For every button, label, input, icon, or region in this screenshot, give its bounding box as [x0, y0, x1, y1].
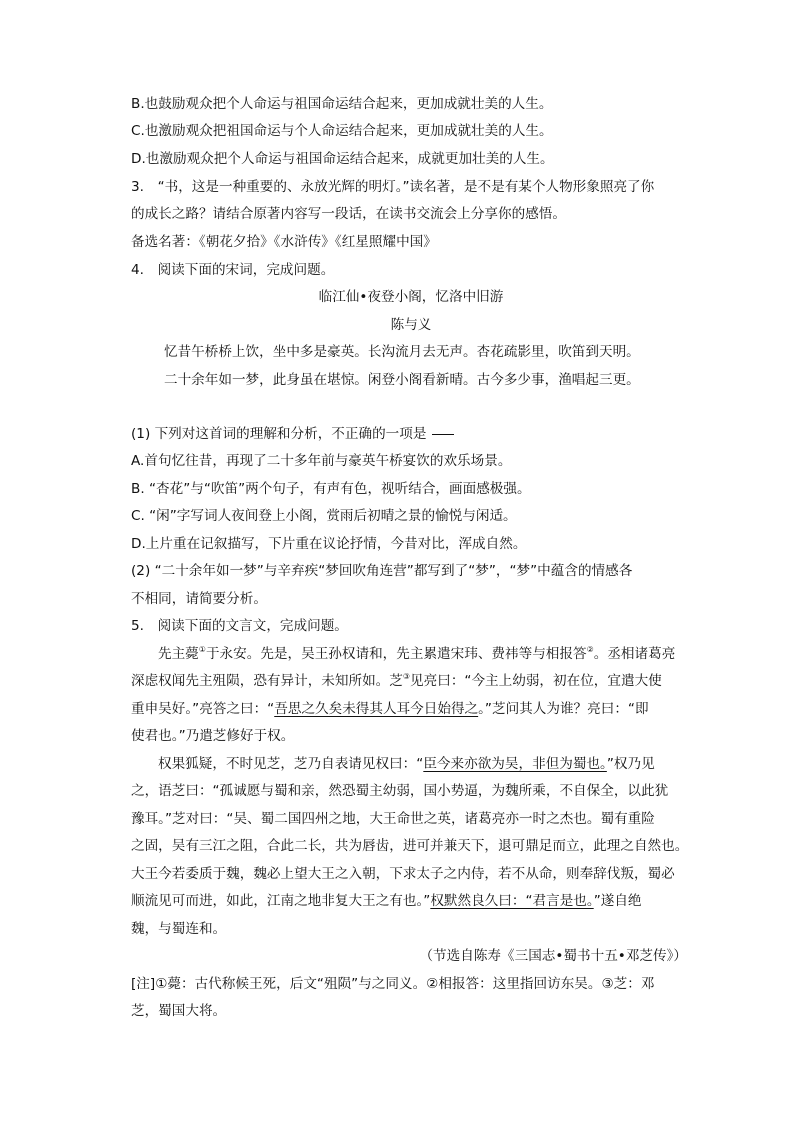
question-3-line1: 3. “书，这是一种重要的、永放光辉的明灯。”读名著，是不是有某个人物形象照亮了你: [131, 179, 655, 195]
text-run: 于永安。先是，吴王孙权请和，先主累遣宋玮、费祎等与相报答: [205, 646, 587, 662]
passage-p1-line1: [158, 641, 691, 667]
text-run: 。丞相诸葛亮: [593, 646, 676, 662]
passage-p2-line3: 豫耳。”芝对曰：“吴、蜀二国四州之地，大王命世之英，诸葛亮亦一时之杰也。蜀有重险: [131, 811, 655, 827]
sub1-option-d: D.上片重在记叙描写，下片重在议论抒情，今昔对比，浑成自然。: [131, 536, 527, 552]
text-run: 权果狐疑，不时见芝，芝乃自表请见权曰：“: [158, 756, 424, 772]
underlined-sentence-3: 权默然良久曰：“君言是也。: [430, 893, 594, 909]
passage-p2-line7: 魏，与蜀连和。: [131, 921, 227, 937]
sub-question-2-line1: (2) “二十余年如一梦”与辛弃疾“梦回吹角连营”都写到了“梦”，“梦”中蕴含的情感各: [131, 563, 633, 579]
sub-question-1: [131, 421, 691, 447]
footnote-mark-1: ①: [198, 645, 206, 654]
passage-source: （节选自陈寿《三国志•蜀书十五•邓芝传》）: [419, 948, 687, 964]
notes-line1: [注]①薨：古代称候王死，后文“殂陨”与之同义。②相报答：这里指回访东吴。③芝：邓: [131, 976, 655, 992]
option-d: D.也激励观众把个人命运与祖国命运结合起来，成就更加壮美的人生。: [131, 151, 554, 167]
sub1-option-a: A.首句忆往昔，再现了二十多年前与豪英午桥宴饮的欢乐场景。: [131, 453, 512, 469]
sub-question-2-line2: 不相同，请简要分析。: [131, 591, 267, 607]
sub1-option-c: C. “闲”字写词人夜间登上小阁，赏雨后初晴之景的愉悦与闲适。: [131, 508, 517, 524]
sub-question-1-text: (1) 下列对这首词的理解和分析，不正确的一项是: [131, 426, 427, 442]
text-run: 先主薨: [158, 646, 199, 662]
passage-p1-line4: 使君也。”乃遣芝修好于权。: [131, 728, 295, 744]
text-run: ”遂自绝: [593, 893, 642, 909]
passage-p2-line1: [158, 751, 691, 777]
passage-p1-line2: [131, 668, 691, 694]
passage-p1-line3: 重申吴好。”亮答之曰：“吾思之久矣未得其人耳今日始得之。”芝问其人为谁？亮曰：“即: [131, 701, 649, 717]
poem-line-2: 二十余年如一梦，此身虽在堪惊。闲登小阁看新晴。古今多少事，渔唱起三更。: [164, 372, 640, 388]
answer-blank[interactable]: [432, 433, 454, 435]
question-5-intro: 5. 阅读下面的文言文，完成问题。: [131, 618, 348, 634]
sub1-option-b: B. “杏花”与“吹笛”两个句子，有声有色，视听结合，画面感极强。: [131, 481, 531, 497]
question-3-books: 备选名著：《朝花夕拾》《水浒传》《红星照耀中国》: [131, 234, 437, 250]
passage-p2-line2: 之，语芝曰：“孤诚愿与蜀和亲，然恐蜀主幼弱，国小势逼，为魏所乘，不自保全，以此犹: [131, 783, 669, 799]
option-b: B.也鼓励观众把个人命运与祖国命运结合起来，更加成就壮美的人生。: [131, 96, 553, 112]
underlined-sentence-1: 吾思之久矣未得其人耳今日始得之: [274, 701, 479, 717]
passage-p2-line6: [131, 888, 691, 914]
poem-author: 陈与义: [390, 317, 432, 333]
passage-p2-line4: 之固，吴有三江之阻，合此二长，共为唇齿，进可并兼天下，退可鼎足而立，此理之自然也。: [131, 838, 689, 854]
footnote-mark-3: ③: [402, 672, 411, 681]
text-run: 顺流见可而进，如此，江南之地非复大王之有也。”: [131, 893, 431, 909]
poem-title: 临江仙•夜登小阁，忆洛中旧游: [318, 289, 504, 305]
option-c: C.也激励观众把祖国命运与个人命运结合起来，更加成就壮美的人生。: [131, 123, 553, 139]
question-3-line2: 的成长之路？请结合原著内容写一段话，在读书交流会上分享你的感悟。: [131, 206, 566, 222]
text-run: ”权乃见: [606, 756, 655, 772]
underlined-sentence-2: 臣今来亦欲为吴，非但为蜀也。: [423, 756, 607, 772]
notes-line2: 芝，蜀国大将。: [131, 1003, 227, 1019]
poem-line-1: 忆昔午桥桥上饮，坐中多是豪英。长沟流月去无声。杏花疏影里，吹笛到天明。: [164, 344, 640, 360]
text-run: 见亮曰：“今主上幼弱，初在位，宜遣大使: [410, 673, 662, 689]
text-run: 深虑权闻先主殂陨，恐有异计，未知所如。芝: [131, 673, 403, 689]
passage-p2-line5: 大王今若委质于魏，魏必上望大王之入朝，下求太子之内侍，若不从命，则奉辞伐叛，蜀必: [131, 866, 675, 882]
question-4-intro: 4. 阅读下面的宋词，完成问题。: [131, 262, 335, 278]
footnote-mark-2: ②: [586, 645, 594, 654]
